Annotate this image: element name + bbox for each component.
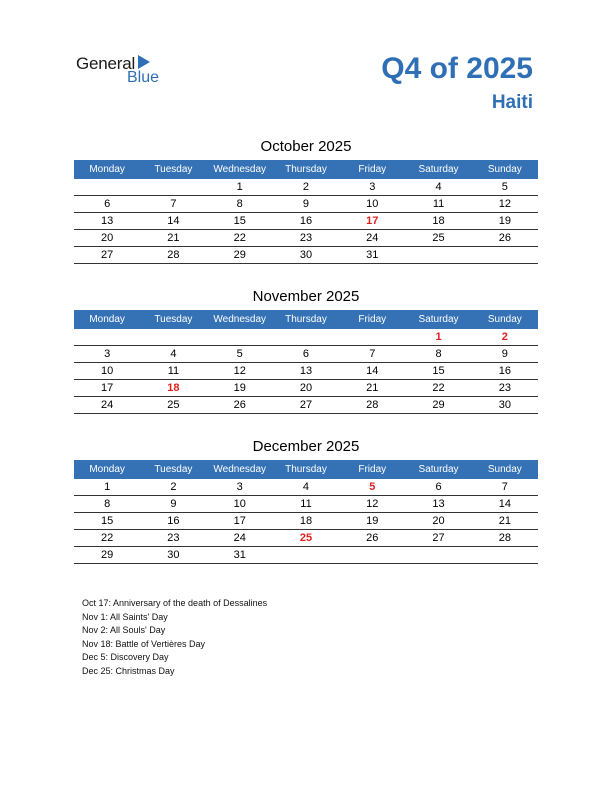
day-cell: 15 — [101, 515, 114, 527]
day-cell: 3 — [104, 348, 111, 360]
day-cell: 16 — [498, 365, 511, 377]
day-cell — [207, 329, 273, 345]
calendar-december — [74, 438, 538, 564]
weekday-label: Sunday — [487, 464, 522, 475]
weekday-label: Monday — [89, 314, 125, 325]
day-cell: 4 — [170, 348, 177, 360]
weekday-label: Wednesday — [213, 164, 267, 175]
country-name: Haiti — [491, 92, 533, 113]
day-cell: 18 — [432, 215, 445, 227]
weekday-header — [74, 310, 538, 329]
day-cell: 28 — [366, 399, 379, 411]
day-cell: 24 — [366, 232, 379, 244]
day-cell: 7 — [170, 198, 177, 210]
day-cell: 20 — [432, 515, 445, 527]
day-cell: 11 — [432, 198, 445, 210]
day-cell — [405, 247, 471, 263]
day-cell: 27 — [432, 532, 445, 544]
week-row — [74, 547, 538, 564]
day-cell — [339, 329, 405, 345]
day-cell: 23 — [498, 382, 511, 394]
day-cell: 24 — [233, 532, 246, 544]
day-cell: 23 — [167, 532, 180, 544]
day-cell: 18 — [167, 382, 180, 394]
day-cell: 26 — [498, 232, 511, 244]
day-cell: 1 — [104, 481, 111, 493]
weekday-label: Monday — [89, 164, 125, 175]
day-cell: 16 — [167, 515, 180, 527]
logo-triangle-icon — [138, 55, 150, 69]
day-cell — [472, 247, 538, 263]
day-cell: 19 — [498, 215, 511, 227]
day-cell: 28 — [498, 532, 511, 544]
day-cell — [140, 179, 206, 195]
day-cell: 8 — [104, 498, 111, 510]
week-row — [74, 329, 538, 346]
logo-text-general: General — [76, 54, 136, 73]
brand-logo — [76, 52, 176, 88]
day-cell: 1 — [435, 331, 442, 343]
day-cell: 13 — [432, 498, 445, 510]
day-cell: 2 — [170, 481, 177, 493]
day-cell: 26 — [366, 532, 379, 544]
day-cell: 10 — [233, 498, 246, 510]
day-cell: 30 — [299, 249, 313, 261]
day-cell: 1 — [236, 181, 243, 193]
day-cell: 10 — [366, 198, 379, 210]
month-title: November 2025 — [252, 288, 360, 305]
day-cell: 8 — [236, 198, 243, 210]
day-cell — [405, 547, 471, 563]
day-cell — [273, 329, 339, 345]
logo-text-blue: Blue — [127, 69, 160, 86]
day-cell: 20 — [101, 232, 114, 244]
weekday-label: Tuesday — [154, 164, 193, 175]
day-cell — [74, 179, 140, 195]
weekday-label: Friday — [358, 464, 387, 475]
day-cell: 25 — [299, 532, 313, 544]
week-row — [74, 513, 538, 530]
day-cell: 9 — [501, 348, 508, 360]
day-cell: 5 — [236, 348, 243, 360]
day-cell: 22 — [233, 232, 246, 244]
day-cell: 12 — [498, 198, 511, 210]
day-cell: 12 — [233, 365, 246, 377]
month-title: October 2025 — [260, 138, 352, 155]
day-cell: 22 — [101, 532, 114, 544]
day-cell: 29 — [101, 549, 114, 561]
day-cell — [273, 547, 339, 563]
day-cell: 14 — [167, 215, 180, 227]
day-cell: 3 — [236, 481, 243, 493]
holiday-note: Nov 1: All Saints' Day — [82, 611, 168, 622]
day-cell: 11 — [300, 498, 312, 510]
day-cell: 12 — [366, 498, 379, 510]
weekday-label: Tuesday — [154, 314, 193, 325]
day-cell: 19 — [366, 515, 379, 527]
day-cell: 2 — [302, 181, 310, 193]
day-cell: 21 — [167, 232, 180, 244]
day-cell: 8 — [435, 348, 442, 360]
day-cell: 21 — [498, 515, 511, 527]
week-row — [74, 380, 538, 397]
holiday-note: Dec 5: Discovery Day — [82, 652, 169, 663]
day-cell: 14 — [498, 498, 511, 510]
day-cell: 17 — [366, 215, 379, 227]
day-cell: 4 — [435, 181, 442, 193]
day-cell: 6 — [104, 198, 111, 210]
weekday-label: Saturday — [418, 314, 459, 325]
holiday-note: Nov 2: All Souls' Day — [82, 625, 166, 636]
day-cell: 17 — [233, 515, 246, 527]
week-row — [74, 530, 538, 547]
day-cell: 7 — [501, 481, 508, 493]
day-cell: 9 — [170, 498, 177, 510]
weekday-label: Wednesday — [213, 314, 267, 325]
week-row — [74, 179, 538, 196]
day-cell: 3 — [369, 181, 376, 193]
week-row — [74, 346, 538, 363]
week-row — [74, 230, 538, 247]
week-row — [74, 196, 538, 213]
weekday-label: Saturday — [418, 164, 459, 175]
day-cell: 20 — [299, 382, 313, 394]
day-cell: 6 — [435, 481, 442, 493]
day-cell: 13 — [101, 215, 114, 227]
day-cell: 24 — [101, 399, 114, 411]
day-cell: 30 — [167, 549, 180, 561]
day-cell: 27 — [101, 249, 114, 261]
day-cell: 27 — [299, 399, 313, 411]
day-cell: 4 — [302, 481, 310, 493]
day-cell: 6 — [302, 348, 310, 360]
week-row — [74, 496, 538, 513]
week-row — [74, 479, 538, 496]
day-cell — [472, 547, 538, 563]
day-cell: 25 — [432, 232, 445, 244]
day-cell: 15 — [233, 215, 246, 227]
day-cell: 13 — [299, 365, 313, 377]
day-cell: 5 — [501, 181, 508, 193]
day-cell: 25 — [167, 399, 180, 411]
weekday-label: Thursday — [285, 314, 327, 325]
weekday-label: Thursday — [285, 164, 327, 175]
calendar-november — [74, 288, 538, 414]
day-cell: 30 — [498, 399, 511, 411]
day-cell — [339, 547, 405, 563]
weekday-header — [74, 460, 538, 479]
day-cell: 15 — [432, 365, 445, 377]
week-row — [74, 363, 538, 380]
holiday-note: Oct 17: Anniversary of the death of Dessalines — [82, 598, 268, 608]
day-cell: 9 — [302, 198, 310, 210]
day-cell: 28 — [167, 249, 180, 261]
week-row — [74, 247, 538, 264]
day-cell: 10 — [101, 365, 114, 377]
day-cell: 29 — [233, 249, 246, 261]
weekday-header — [74, 160, 538, 179]
day-cell — [140, 329, 206, 345]
weekday-label: Friday — [358, 314, 387, 325]
weekday-label: Tuesday — [154, 464, 193, 475]
day-cell: 19 — [233, 382, 246, 394]
holiday-notes — [82, 597, 267, 679]
weekday-label: Sunday — [487, 314, 522, 325]
day-cell: 29 — [432, 399, 445, 411]
day-cell: 21 — [366, 382, 379, 394]
day-cell: 26 — [233, 399, 246, 411]
day-cell: 31 — [233, 549, 246, 561]
weekday-label: Sunday — [487, 164, 522, 175]
day-cell: 16 — [299, 215, 313, 227]
day-cell: 31 — [366, 249, 379, 261]
weekday-label: Saturday — [418, 464, 459, 475]
month-title: December 2025 — [252, 438, 360, 455]
weekday-label: Thursday — [285, 464, 327, 475]
day-cell: 23 — [299, 232, 313, 244]
holiday-note: Dec 25: Christmas Day — [82, 665, 175, 676]
day-cell — [74, 329, 140, 345]
day-cell: 2 — [501, 331, 508, 343]
day-cell: 17 — [101, 382, 114, 394]
day-cell: 14 — [366, 365, 379, 377]
weekday-label: Monday — [89, 464, 125, 475]
day-cell: 11 — [167, 365, 180, 377]
holiday-note: Nov 18: Battle of Vertières Day — [82, 638, 206, 649]
weekday-label: Wednesday — [213, 464, 267, 475]
day-cell: 22 — [432, 382, 445, 394]
day-cell: 5 — [369, 481, 376, 493]
week-row — [74, 397, 538, 414]
weekday-label: Friday — [358, 164, 387, 175]
week-row — [74, 213, 538, 230]
page-title: Q4 of 2025 — [381, 52, 533, 85]
day-cell: 18 — [299, 515, 313, 527]
day-cell: 7 — [369, 348, 376, 360]
calendar-october — [74, 138, 538, 264]
